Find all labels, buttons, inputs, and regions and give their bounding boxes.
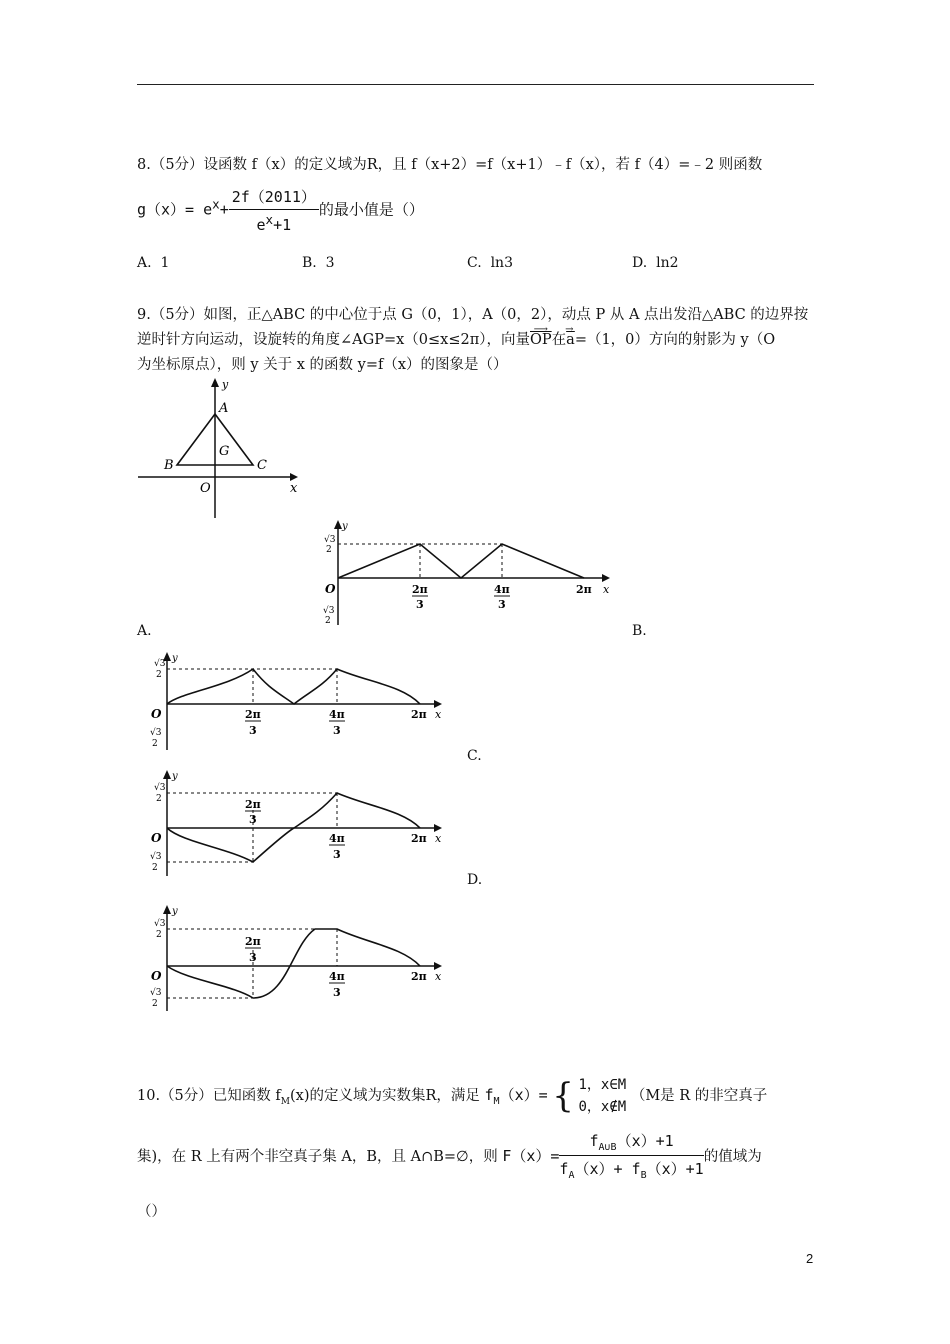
svg-text:x: x <box>435 708 442 721</box>
q8-function-line <box>137 186 424 234</box>
tri-label-g: G <box>219 444 230 459</box>
svg-text:2π: 2π <box>245 708 261 721</box>
tri-y-arrow <box>211 378 219 387</box>
q8-plus: + <box>219 200 229 219</box>
svg-text:2: 2 <box>152 999 158 1009</box>
svg-text:x: x <box>603 583 610 596</box>
svg-text:2π: 2π <box>245 798 261 811</box>
svg-text:3: 3 <box>249 724 257 737</box>
tri-label-o: O <box>200 481 211 496</box>
svg-text:y: y <box>172 771 178 782</box>
svg-text:3: 3 <box>249 813 257 826</box>
vector-a: → $\overline{a}$ <box>565 324 575 348</box>
graph-d-curve <box>167 929 420 998</box>
svg-text:2: 2 <box>326 545 332 555</box>
graph-b-curve <box>167 669 420 704</box>
svg-text:√3: √3 <box>150 728 162 738</box>
q10-line1: 10.（5分）已知函数 $f_M(x)$的定义域为实数集R，满足 $f_M(x)=$ { 1，x∈M 0，x∉M （M是 R 的非空真子 <box>137 1076 768 1116</box>
vector-op: ⟶ $\overline{OP}$ <box>530 324 552 348</box>
svg-text:x: x <box>435 970 442 983</box>
q8-fraction <box>229 186 319 234</box>
q10-line2: 集)，在 R 上有两个非空真子集 A，B，且 A∩B=∅，则 F（x）= $\frac{f_{A\cup B}(x)+1}{f_A(x)+ f_B(x)+1}$ 的值域为 <box>137 1132 762 1181</box>
svg-text:√3: √3 <box>323 606 335 616</box>
svg-text:2: 2 <box>156 670 162 680</box>
tri-label-y: y <box>222 378 229 391</box>
q9-line1: 9.（5分）如图，正△ABC 的中心位于点 G（0，1），A（0，2），动点 P 从 A 点出发沿△ABC 的边界按 <box>137 307 809 323</box>
graph-a <box>312 520 612 630</box>
q8-exp: x <box>212 196 220 212</box>
svg-text:O: O <box>151 969 162 983</box>
q9-line2: 逆时针方向运动，设旋转的角度∠AGP=x（0≤x≤2π），向量 ⟶ $\overline{OP}$在 → $\overline{a}=(1$，0）方向的射影为 y（O <box>137 324 776 348</box>
tri-label-a: A <box>219 401 229 416</box>
svg-text:√3: √3 <box>150 988 162 998</box>
svg-text:2π: 2π <box>245 935 261 948</box>
graph-d <box>137 905 447 1013</box>
svg-text:2: 2 <box>152 739 158 749</box>
svg-text:2π: 2π <box>412 583 428 596</box>
svg-text:√3: √3 <box>154 783 166 793</box>
svg-text:y: y <box>172 653 178 664</box>
svg-text:2π: 2π <box>576 583 592 596</box>
graph-a-curve <box>338 544 584 578</box>
svg-text:O: O <box>151 831 162 845</box>
svg-text:2: 2 <box>156 930 162 940</box>
q8-option-d: D. ln2 <box>632 255 679 271</box>
svg-text:√3: √3 <box>154 659 166 669</box>
svg-text:O: O <box>325 582 336 596</box>
svg-text:y: y <box>342 521 348 532</box>
svg-text:√3: √3 <box>154 919 166 929</box>
q8-frac-den: $e^x+1$ <box>256 212 292 234</box>
svg-text:3: 3 <box>333 848 341 861</box>
q10-cases: 1，x∈M 0，x∉M <box>578 1077 627 1115</box>
svg-text:3: 3 <box>416 598 424 611</box>
svg-text:2: 2 <box>156 794 162 804</box>
svg-text:3: 3 <box>249 951 257 964</box>
q8-frac-num: 2f（2011） <box>229 186 319 210</box>
q8-option-b: B. 3 <box>302 255 335 271</box>
q8-stem: 8.（5分）设函数 f（x）的定义域为R，且 f（x+2）=f（x+1）﹣f（x），若 f（4）=﹣2 则函数 <box>137 157 763 173</box>
tri-x-arrow <box>290 473 298 481</box>
svg-text:2π: 2π <box>411 708 427 721</box>
svg-text:2π: 2π <box>411 832 427 845</box>
svg-text:3: 3 <box>333 724 341 737</box>
svg-text:2: 2 <box>152 863 158 873</box>
q8-tail: 的最小值是（） <box>318 200 424 219</box>
q10-fraction: $\frac{f_{A\cup B}(x)+1}{f_A(x)+ f_B(x)+1}$ <box>559 1132 704 1181</box>
q9-line3: 为坐标原点），则 y 关于 x 的函数 y=f（x）的图象是（） <box>137 357 508 373</box>
svg-text:4π: 4π <box>329 708 345 721</box>
svg-text:3: 3 <box>333 986 341 999</box>
q9-label-c: C. <box>467 748 482 764</box>
page-number: 2 <box>806 1251 814 1266</box>
svg-text:2π: 2π <box>411 970 427 983</box>
tri-label-c: C <box>257 458 267 473</box>
svg-text:3: 3 <box>498 598 506 611</box>
header-rule <box>137 84 814 85</box>
q9-label-b: B. <box>632 623 647 639</box>
svg-text:y: y <box>172 906 178 917</box>
q9-label-a: A. <box>137 623 152 639</box>
triangle-figure <box>130 375 310 525</box>
tri-label-x: x <box>290 481 298 496</box>
graph-c <box>137 770 447 878</box>
svg-text:2: 2 <box>325 616 331 626</box>
svg-text:4π: 4π <box>329 832 345 845</box>
q9-label-d: D. <box>467 872 483 888</box>
q8-option-a: A. 1 <box>137 255 170 271</box>
tri-label-b: B <box>164 458 174 473</box>
svg-text:4π: 4π <box>329 970 345 983</box>
svg-text:O: O <box>151 707 162 721</box>
q10-line3: （） <box>137 1204 166 1220</box>
graph-b <box>137 652 447 752</box>
svg-text:x: x <box>435 832 442 845</box>
svg-text:√3: √3 <box>324 535 336 545</box>
q8-option-c: C. ln3 <box>467 255 513 271</box>
svg-text:4π: 4π <box>494 583 510 596</box>
q8-g-lhs: g（x）= e <box>137 200 213 219</box>
svg-text:√3: √3 <box>150 852 162 862</box>
